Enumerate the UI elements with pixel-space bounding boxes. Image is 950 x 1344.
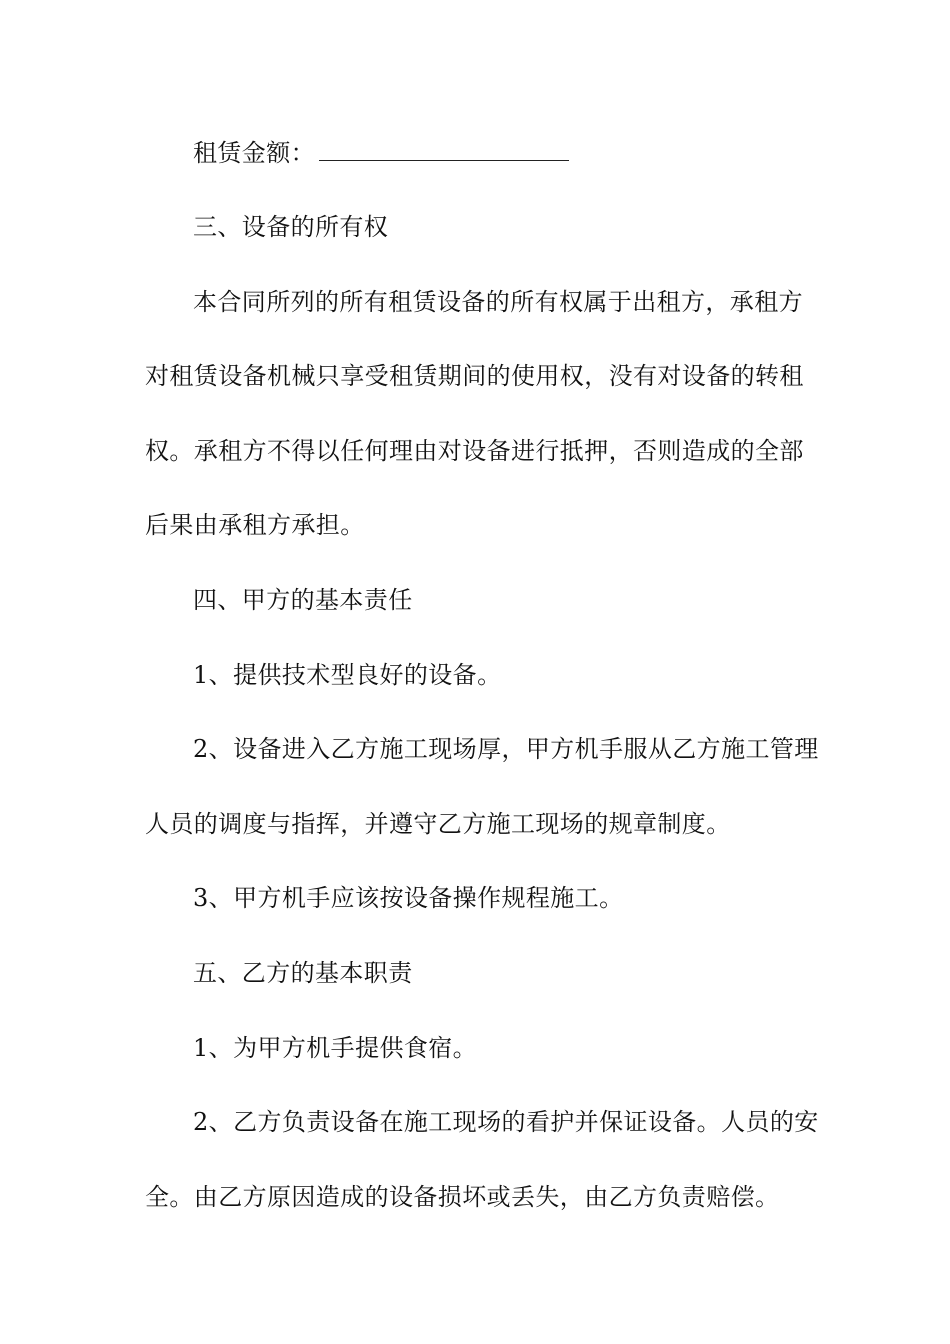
section3-para-line-3: 权。承租方不得以任何理由对设备进行抵押，否则造成的全部 <box>145 437 804 465</box>
section5-item-2-line-1: 2、乙方负责设备在施工现场的看护并保证设备。人员的安 <box>193 1108 819 1136</box>
section4-item-3: 3、甲方机手应该按设备操作规程施工。 <box>193 884 624 912</box>
section4-item-2-line-2: 人员的调度与指挥，并遵守乙方施工现场的规章制度。 <box>145 810 731 838</box>
rental-amount-row <box>193 135 810 171</box>
section5-item-1: 1、为甲方机手提供食宿。 <box>193 1034 478 1062</box>
section5-heading: 五、乙方的基本职责 <box>193 959 413 987</box>
section4-heading: 四、甲方的基本责任 <box>193 586 413 614</box>
section3-para-line-1: 本合同所列的所有租赁设备的所有权属于出租方，承租方 <box>193 288 803 316</box>
section3-para-line-2: 对租赁设备机械只享受租赁期间的使用权，没有对设备的转租 <box>145 362 804 390</box>
section4-item-1: 1、提供技术型良好的设备。 <box>193 661 502 689</box>
section5-item-2-line-2: 全。由乙方原因造成的设备损坏或丢失，由乙方负责赔偿。 <box>145 1183 780 1211</box>
rental-amount-blank <box>319 140 569 161</box>
section3-para-line-4: 后果由承租方承担。 <box>145 511 365 539</box>
section4-item-2-line-1: 2、设备进入乙方施工现场厚，甲方机手服从乙方施工管理 <box>193 735 819 763</box>
rental-amount-label: 租赁金额： <box>193 139 315 167</box>
section3-heading: 三、设备的所有权 <box>193 213 389 241</box>
